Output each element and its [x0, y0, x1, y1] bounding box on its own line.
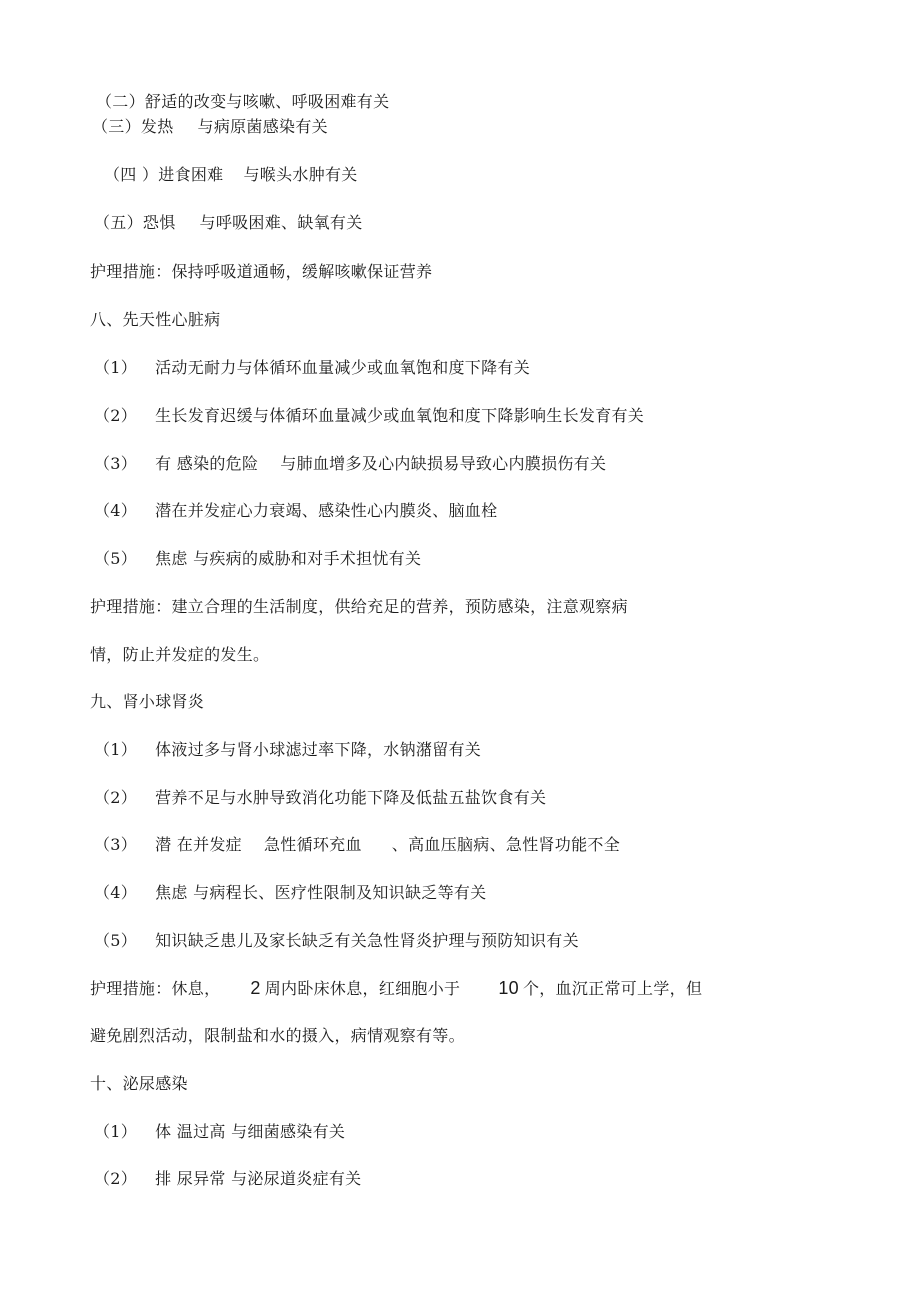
item-7-3 [92, 116, 328, 138]
care-9-text-2: 避免剧烈活动，限制盐和水的摄入，病情观察有等。 [90, 1026, 465, 1045]
care-7 [90, 261, 432, 283]
item-8-1-text: 活动无耐力与体循环血量减少或血氧饱和度下降有关 [155, 358, 530, 377]
item-8-5 [94, 548, 421, 570]
item-8-4-text: 潜在并发症心力衰竭、感染性心内膜炎、脑血栓 [155, 501, 498, 520]
section-10-title-text: 十、泌尿感染 [90, 1074, 188, 1093]
care-8-line-2 [90, 644, 269, 666]
item-8-2-num: （2） [94, 406, 138, 425]
item-9-1 [94, 739, 481, 761]
item-10-1-text: 体 温过高 与细菌感染有关 [155, 1122, 346, 1141]
item-7-5-label: （五）恐惧 [94, 213, 176, 232]
item-7-3-text: 与病原菌感染有关 [197, 117, 328, 136]
item-8-2 [94, 405, 644, 427]
care-8-text-1: 护理措施：建立合理的生活制度，供给充足的营养，预防感染，注意观察病 [90, 597, 628, 616]
item-9-4-text: 焦虑 与病程长、医疗性限制及知识缺乏等有关 [155, 883, 487, 902]
section-8-title-text: 八、先天性心脏病 [90, 310, 221, 329]
section-9-title-text: 九、肾小球肾炎 [90, 692, 205, 711]
item-9-5-num: （5） [94, 931, 138, 950]
care-8-text-2: 情，防止并发症的发生。 [90, 645, 270, 664]
care-7-text: 护理措施：保持呼吸道通畅，缓解咳嗽保证营养 [90, 262, 433, 281]
item-8-2-text: 生长发育迟缓与体循环血量减少或血氧饱和度下降影响生长发育有关 [155, 406, 645, 425]
item-8-4-num: （4） [94, 501, 138, 520]
item-7-2 [96, 91, 389, 113]
item-8-5-text: 焦虑 与疾病的威胁和对手术担忧有关 [155, 549, 422, 568]
item-7-3-label: （三）发热 [92, 117, 174, 136]
care-8-line-1 [90, 596, 628, 618]
care-9-number-weeks: 2 [250, 978, 261, 998]
item-9-3-label: 潜 在并发症 [155, 835, 242, 854]
item-7-2-text: （二）舒适的改变与咳嗽、呼吸困难有关 [96, 92, 390, 111]
item-9-3-num: （3） [94, 835, 138, 854]
item-9-2-num: （2） [94, 788, 138, 807]
item-8-3-label: 有 感染的危险 [155, 454, 259, 473]
item-9-3-mid: 急性循环充血 [263, 835, 362, 854]
item-10-2-num: （2） [94, 1169, 138, 1188]
item-9-2-text: 营养不足与水肿导致消化功能下降及低盐五盐饮食有关 [155, 788, 547, 807]
item-8-4 [94, 500, 497, 522]
item-9-1-num: （1） [94, 740, 138, 759]
item-8-3-num: （3） [94, 454, 138, 473]
item-10-2-text: 排 尿异常 与泌尿道炎症有关 [155, 1169, 362, 1188]
section-8-title [90, 309, 220, 331]
item-10-1-num: （1） [94, 1122, 138, 1141]
item-9-4-num: （4） [94, 883, 138, 902]
care-9-line-1 [90, 977, 702, 1000]
item-10-1 [94, 1121, 345, 1143]
item-9-4 [94, 882, 486, 904]
care-9-text-1b: 周内卧床休息，红细胞小于 [264, 979, 461, 998]
item-7-4-text: 与喉头水肿有关 [243, 165, 358, 184]
care-9-number-cells: 10 [498, 978, 519, 998]
item-9-3-text: 、高血压脑病、急性肾功能不全 [391, 835, 620, 854]
item-9-1-text: 体液过多与肾小球滤过率下降，水钠潴留有关 [155, 740, 482, 759]
item-9-2 [94, 787, 546, 809]
item-7-4-label: （四 ）进食困难 [104, 165, 224, 184]
item-8-5-num: （5） [94, 549, 138, 568]
item-8-3 [94, 453, 606, 475]
item-8-3-text: 与肺血增多及心内缺损易导致心内膜损伤有关 [280, 454, 607, 473]
care-9-line-2 [90, 1025, 465, 1047]
item-8-1-num: （1） [94, 358, 138, 377]
item-10-2 [94, 1168, 361, 1190]
item-7-4 [104, 164, 358, 186]
item-9-5 [94, 930, 579, 952]
care-9-text-1c: 个，血沉正常可上学，但 [522, 979, 703, 998]
item-7-5-text: 与呼吸困难、缺氧有关 [199, 213, 363, 232]
item-7-5 [94, 212, 363, 234]
section-9-title [90, 691, 204, 713]
item-8-1 [94, 357, 530, 379]
item-9-3 [94, 834, 620, 856]
item-9-5-text: 知识缺乏患儿及家长缺乏有关急性肾炎护理与预防知识有关 [155, 931, 579, 950]
section-10-title [90, 1073, 188, 1095]
care-9-text-1a: 护理措施：休息， [90, 979, 221, 998]
